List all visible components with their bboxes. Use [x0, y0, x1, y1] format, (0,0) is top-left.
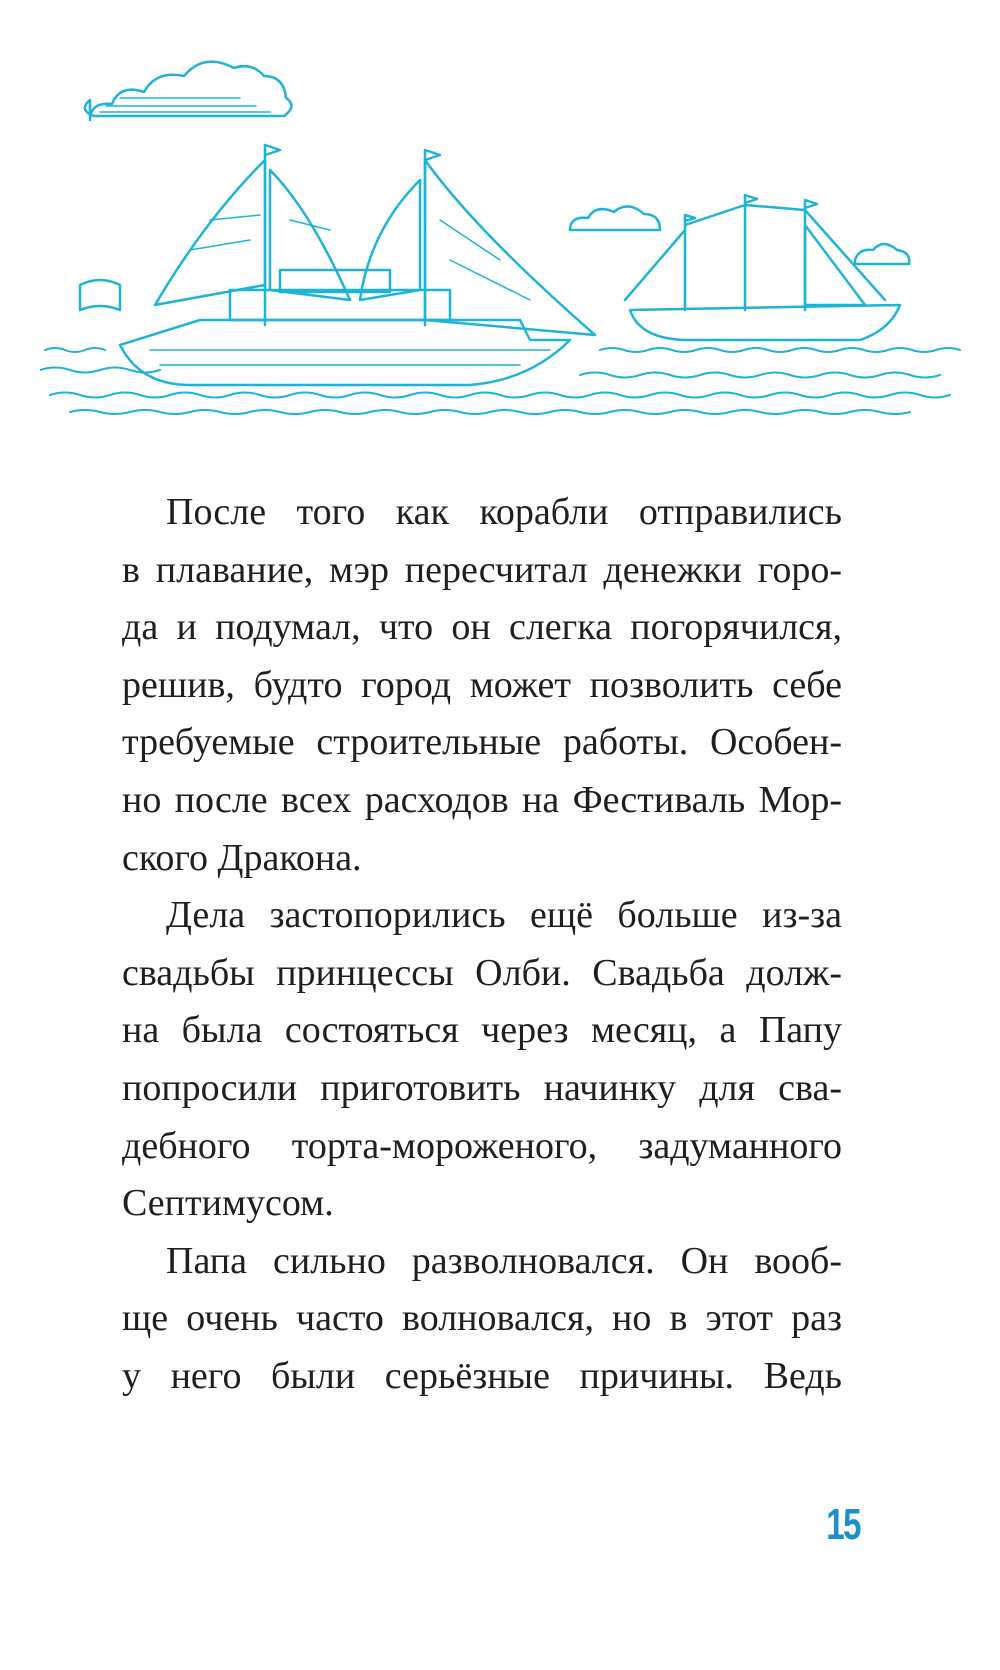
text-line: решив, будто город может позволить себе [122, 663, 842, 706]
text-line: попросили приготовить начинку для сва- [122, 1066, 842, 1109]
body-text [122, 484, 842, 1406]
text-line: свадьбы принцессы Олби. Свадьба долж- [122, 951, 842, 994]
page-number: 15 [826, 1500, 860, 1549]
stern-flag [80, 280, 120, 310]
text-line: Дела застопорились ещё больше из-за [166, 894, 842, 937]
text-line: ще очень часто волновался, но в этот раз [122, 1297, 842, 1340]
text-line: на была состояться через месяц, а Папу [122, 1009, 842, 1052]
text-line: в плавание, мэр пересчитал денежки горо- [122, 548, 842, 591]
big-ship-hull [120, 320, 570, 385]
cloud-right-2 [855, 244, 909, 264]
text-line: да и подумал, что он слегка погорячился, [122, 606, 842, 649]
text-line: у него были серьёзные причины. Ведь [122, 1354, 842, 1397]
paragraph-2 [122, 887, 842, 1233]
text-line: требуемые строительные работы. Особен- [122, 721, 842, 764]
text-line: После того как корабли отправились [166, 491, 842, 533]
small-ship-rigging [625, 205, 885, 300]
cloud-left [85, 62, 292, 120]
text-line: дебного торта-мороженого, задуманного [122, 1124, 842, 1167]
big-ship-sail-2 [270, 170, 350, 300]
text-line: но после всех расходов на Фестиваль Мор- [122, 778, 842, 821]
text-line: Папа сильно разволновался. Он вооб- [166, 1239, 842, 1282]
paragraph-3 [122, 1233, 842, 1406]
text-line: Септимусом. [122, 1182, 334, 1225]
big-ship-sail-1 [155, 160, 265, 305]
ships-illustration [40, 50, 980, 420]
cloud-right-1 [570, 206, 660, 230]
text-line: ского Дракона. [122, 836, 362, 879]
small-ship-hull [630, 305, 900, 340]
paragraph-1 [122, 484, 842, 887]
